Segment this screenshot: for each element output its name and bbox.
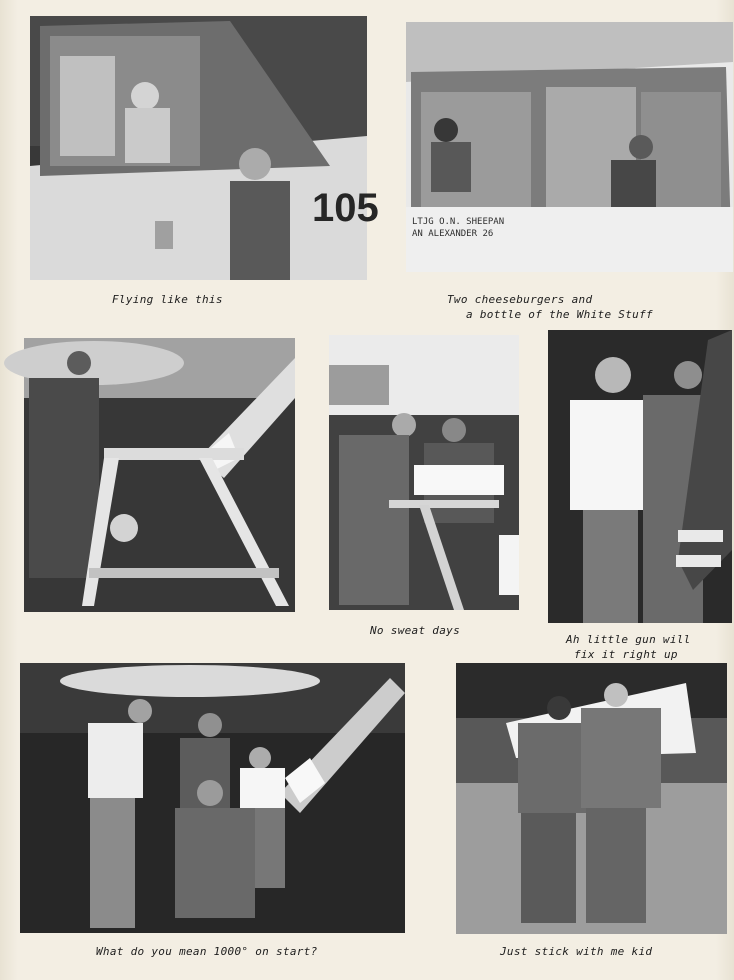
cockpit-crew-photo: [406, 22, 733, 272]
gun-maintenance-photo-image: [548, 330, 732, 623]
caption-1000-degrees: What do you mean 1000° on start?: [96, 945, 318, 958]
paperwork-photo: [329, 335, 519, 610]
cockpit-photo-image: [30, 16, 379, 280]
bomb-loading-photo: [24, 338, 295, 612]
bomb-loading-photo-image: [24, 338, 295, 612]
engine-crew-photo: [20, 663, 405, 933]
canopy-name-1: LTJG O.N. SHEEPAN: [412, 217, 505, 227]
caption-cheeseburgers-line-1: Two cheeseburgers and: [447, 293, 593, 306]
gun-maintenance-photo: [548, 330, 732, 623]
caption-cheeseburgers-line-2: a bottle of the White Stuff: [466, 308, 653, 321]
cockpit-crew-photo-image: [406, 22, 733, 272]
caption-little-gun-line-2: fix it right up: [574, 648, 678, 661]
caption-flying-like-this: Flying like this: [112, 293, 223, 306]
caption-little-gun-line-1: Ah little gun will: [566, 633, 691, 646]
paperwork-photo-image: [329, 335, 519, 610]
caption-stick-with-me-kid: Just stick with me kid: [500, 945, 653, 958]
tail-number: 105: [312, 186, 379, 230]
caption-no-sweat-days: No sweat days: [370, 624, 460, 637]
cockpit-photo: [30, 16, 379, 280]
two-airmen-photo-image: [456, 663, 727, 934]
canopy-name-2: AN ALEXANDER 26: [412, 229, 494, 239]
two-airmen-photo: [456, 663, 727, 934]
engine-crew-photo-image: [20, 663, 405, 933]
